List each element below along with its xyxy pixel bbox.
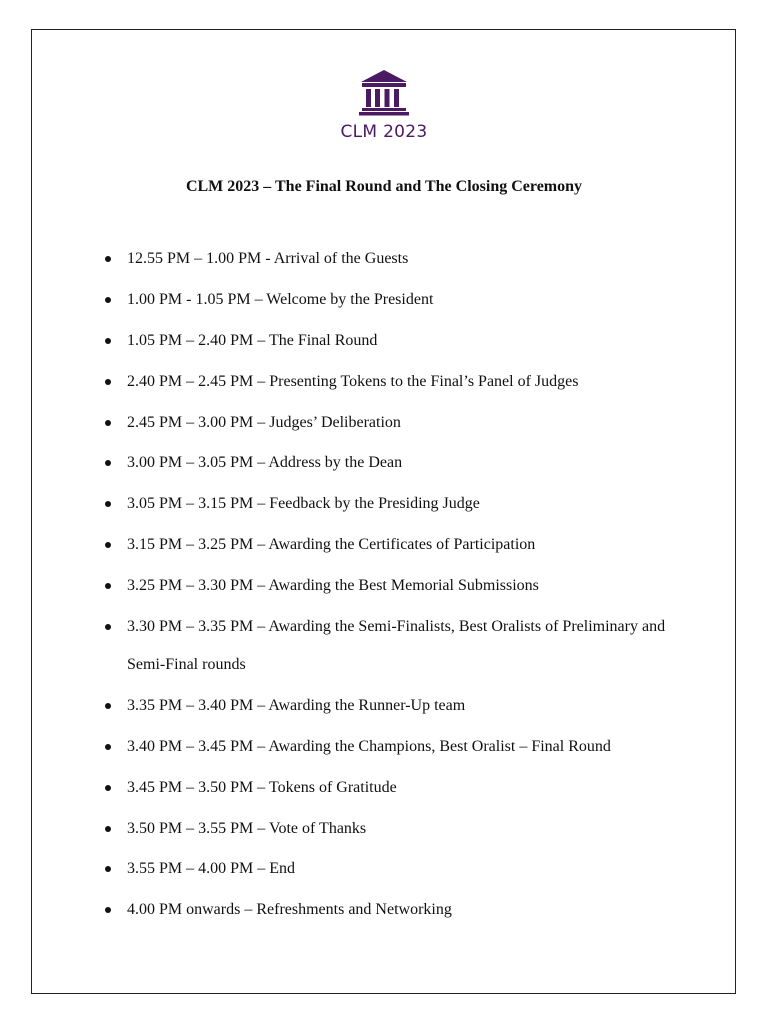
courthouse-columns-icon [358,68,410,116]
list-item: 3.25 PM – 3.30 PM – Awarding the Best Memorial Submissions [105,567,685,605]
list-item: 3.40 PM – 3.45 PM – Awarding the Champions, Best Oralist – Final Round [105,728,685,766]
list-item: 3.45 PM – 3.50 PM – Tokens of Gratitude [105,769,685,807]
list-item: 3.50 PM – 3.55 PM – Vote of Thanks [105,810,685,848]
list-item: 3.15 PM – 3.25 PM – Awarding the Certificates of Participation [105,526,685,564]
schedule-list [105,240,685,932]
list-item: 1.00 PM - 1.05 PM – Welcome by the President [105,281,685,319]
list-item: 3.30 PM – 3.35 PM – Awarding the Semi-Finalists, Best Oralists of Preliminary and Semi-Final rounds [105,608,685,684]
list-item: 12.55 PM – 1.00 PM - Arrival of the Guests [105,240,685,278]
list-item: 4.00 PM onwards – Refreshments and Networking [105,891,685,929]
list-item: 3.05 PM – 3.15 PM – Feedback by the Presiding Judge [105,485,685,523]
logo-text: CLM 2023 [340,122,428,142]
list-item: 3.55 PM – 4.00 PM – End [105,850,685,888]
list-item: 2.40 PM – 2.45 PM – Presenting Tokens to the Final’s Panel of Judges [105,363,685,401]
list-item: 2.45 PM – 3.00 PM – Judges’ Deliberation [105,404,685,442]
list-item: 3.35 PM – 3.40 PM – Awarding the Runner-Up team [105,687,685,725]
document-title: CLM 2023 – The Final Round and The Closing Ceremony [185,178,583,195]
event-logo [0,68,768,142]
list-item: 3.00 PM – 3.05 PM – Address by the Dean [105,444,685,482]
list-item: 1.05 PM – 2.40 PM – The Final Round [105,322,685,360]
